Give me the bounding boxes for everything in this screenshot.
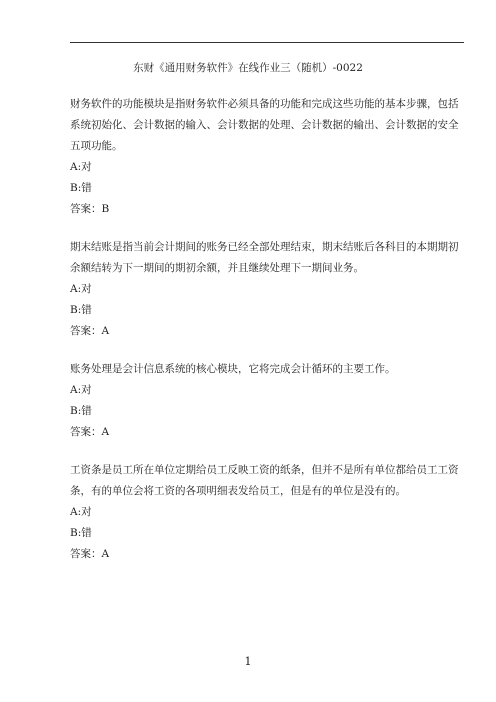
answer: 答案：A [70, 325, 110, 337]
question-3 [70, 359, 466, 443]
option-b: B:错 [70, 527, 92, 539]
question-2 [70, 237, 466, 342]
question-text: 期末结账是指当前会计期间的账务已经全部处理结束，期末结账后各科目的本期期初余额结转为下一期间的期初余额，并且继续处理下一期间业务。 [70, 241, 459, 274]
option-b: B:错 [70, 182, 92, 194]
option-a: A:对 [70, 384, 92, 396]
question-4 [70, 460, 466, 565]
page-number: 1 [244, 655, 252, 668]
document-title: 东财《通用财务软件》在线作业三（随机）-0022 [133, 62, 363, 74]
option-a: A:对 [70, 506, 92, 518]
option-a: A:对 [70, 161, 92, 173]
option-b: B:错 [70, 304, 92, 316]
answer: 答案：B [70, 203, 110, 215]
answer: 答案：A [70, 548, 110, 560]
option-a: A:对 [70, 283, 92, 295]
question-text: 账务处理是会计信息系统的核心模块，它将完成会计循环的主要工作。 [70, 363, 396, 375]
option-b: B:错 [70, 405, 92, 417]
question-text: 财务软件的功能模块是指财务软件必须具备的功能和完成这些功能的基本步骤，包括系统初始化、会计数据的输入、会计数据的处理、会计数据的输出、会计数据的安全五项功能。 [70, 98, 459, 152]
question-text: 工资条是员工所在单位定期给员工反映工资的纸条，但并不是所有单位都给员工工资条，有的单位会将工资的各项明细表发给员工，但是有的单位是没有的。 [70, 464, 459, 497]
question-list [70, 94, 466, 565]
question-1 [70, 94, 466, 220]
answer: 答案：A [70, 426, 110, 438]
header-rule [70, 42, 464, 43]
